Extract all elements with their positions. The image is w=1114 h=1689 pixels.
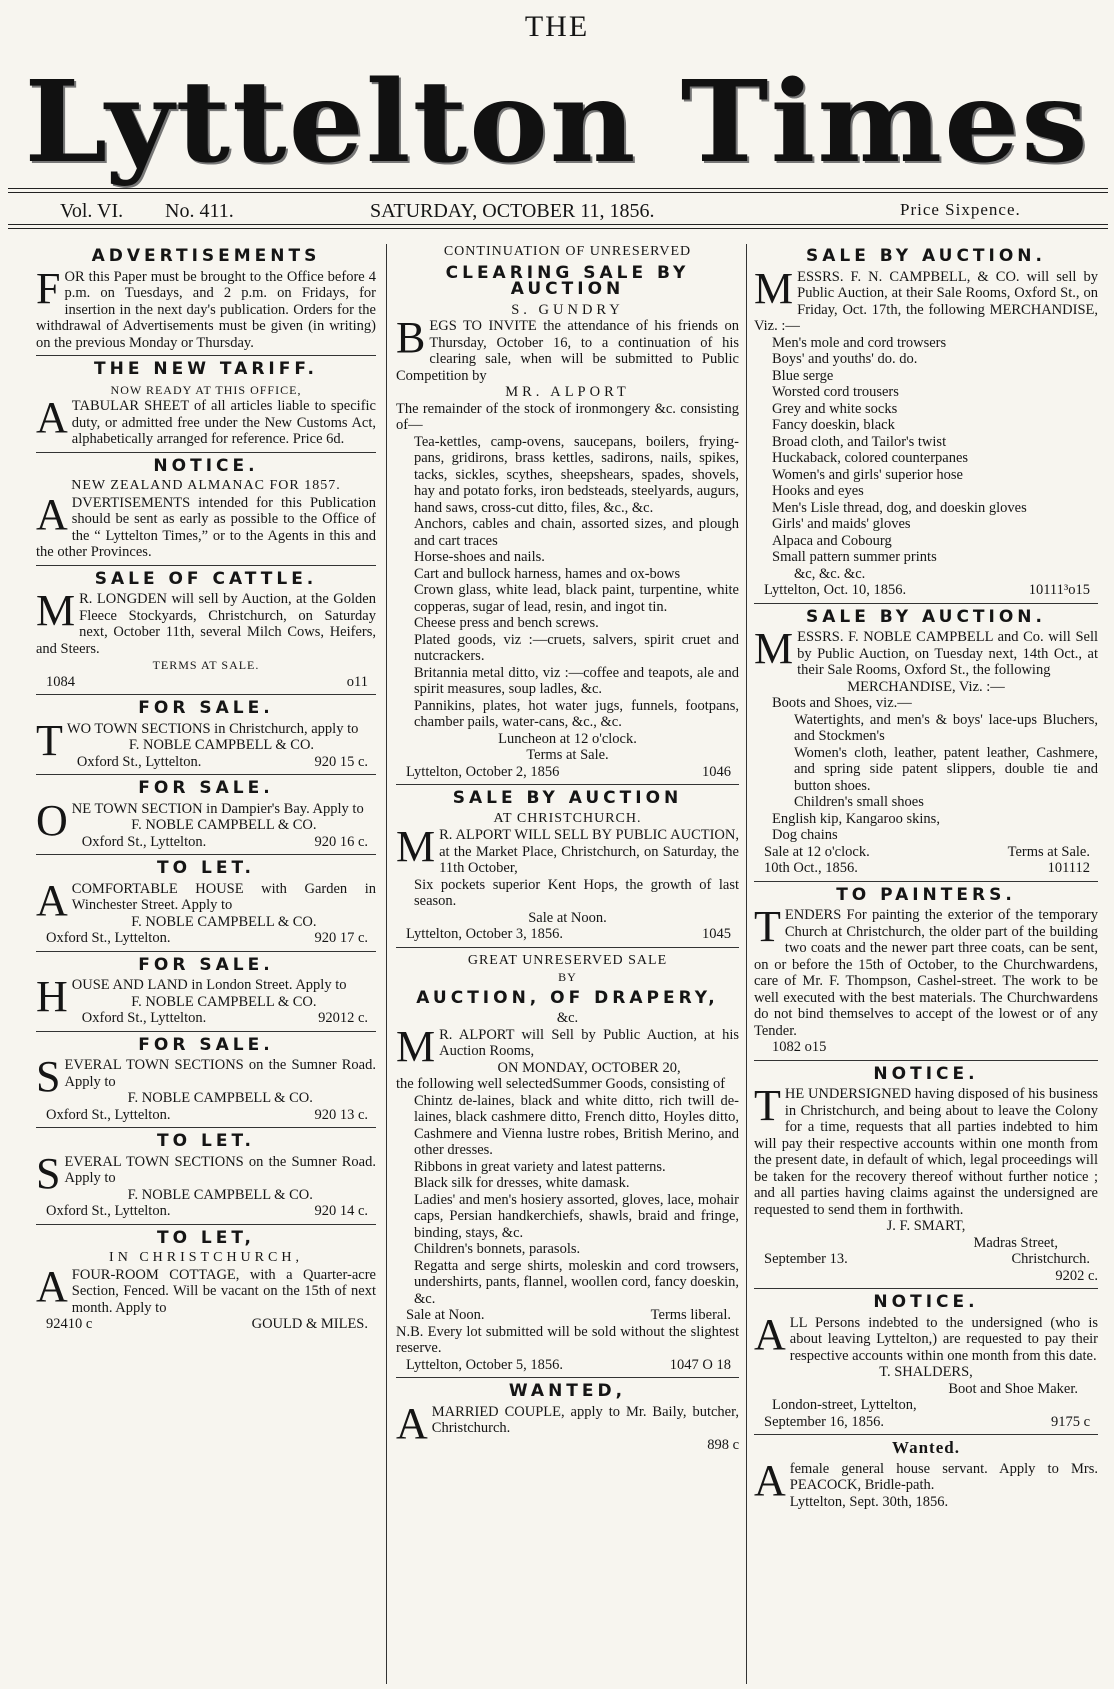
ad-ref: 1046: [702, 763, 731, 780]
ad-to-painters: [754, 884, 1098, 1061]
ad-ref: 920 13 c.: [314, 1106, 368, 1123]
list-item: Broad cloth, and Tailor's twist: [772, 433, 947, 450]
ad-ref: 920 17 c.: [314, 930, 368, 946]
drop-cap: M: [754, 624, 794, 673]
ad-auctioneer: MR. ALPORT: [505, 384, 630, 400]
drop-cap: A: [36, 393, 68, 442]
list-item: Worsted cord trousers: [772, 384, 899, 400]
list-item: Regatta and serge shirts, moleskin and cord trowsers, undershirts, pants, flannel, woollen cord, fancy doeskin, &c.: [414, 1257, 739, 1307]
drop-cap: M: [754, 263, 794, 313]
ad-ref: 920 14 c.: [314, 1203, 368, 1219]
ad-ref: 92410 c: [46, 1316, 93, 1332]
ad-ref: 92012 c.: [318, 1010, 368, 1026]
column-1: [36, 244, 376, 1684]
ad-drapery-sale: [396, 953, 739, 1379]
ad-text: R. ALPORT WILL SELL BY PUBLIC AUCTION, at the Market Place, Christchurch, on Saturday, the 11th October,: [439, 827, 739, 876]
list-item: Britannia metal ditto, viz :—coffee and teapots, ale and spirit measures, soup ladles, &c.: [414, 664, 739, 697]
drop-cap: T: [754, 1081, 781, 1130]
ad-title: NOTICE.: [873, 1292, 979, 1312]
drop-cap: S: [36, 1052, 61, 1101]
ad-ref: 898 c: [707, 1436, 739, 1453]
ad-notice-shalders: [754, 1294, 1098, 1435]
list-item: Fancy doeskin, black: [772, 417, 895, 433]
ad-text: TABULAR SHEET of all articles liable to specific duty, or admitted free under the New Customs Act, alphabetically arranged for reference. Price 6d.: [71, 398, 376, 447]
column-divider-2: [746, 244, 747, 1684]
list-item: Tea-kettles, camp-ovens, saucepans, boilers, frying-pans, gridirons, brass kettles, sadirons, nails, spikes, tacks, sickles, scythes, sheepshears, spades, shovels, hay and potato forks, iron bedsteads, steelyards, augurs, hand saws, cross-cut ditto, files, &c., &c.: [414, 433, 739, 516]
list-item: Children's bonnets, parasols.: [414, 1241, 581, 1257]
ad-terms: Terms at Sale.: [526, 747, 609, 763]
masthead-the: THE: [524, 10, 590, 43]
ad-city: Christchurch.: [1011, 1251, 1090, 1267]
masthead-title: Lyttelton Times: [24, 55, 1090, 188]
ad-address: London-street, Lyttelton,: [772, 1397, 917, 1413]
drop-cap: S: [36, 1148, 61, 1198]
ad-terms: TERMS AT SALE.: [152, 658, 260, 672]
ad-item: Six pockets superior Kent Hops, the growth of last season.: [414, 876, 739, 909]
ad-title: ADVERTISEMENTS: [91, 246, 321, 266]
ad-sale-time: Sale at 12 o'clock.: [764, 843, 870, 860]
ad-title: TO LET.: [157, 858, 255, 878]
list-item: Cart and bullock harness, hames and ox-bows: [414, 565, 681, 582]
ad-subtitle: NOW READY AT THIS OFFICE,: [110, 382, 302, 397]
ad-etc: &c.: [556, 1010, 579, 1026]
ad-title: TO LET.: [157, 1131, 255, 1151]
drop-cap: B: [396, 313, 426, 362]
ad-ref: 1045: [702, 926, 731, 942]
ad-signature: J. F. SMART,: [886, 1218, 966, 1234]
list-item: Cheese press and bench screws.: [414, 615, 599, 631]
list-item: Boys' and youths' do. do.: [772, 351, 918, 367]
column-2: [396, 244, 739, 1684]
ad-category: Boots and Shoes, viz.—: [772, 695, 912, 711]
drop-cap: A: [754, 1309, 786, 1359]
ad-ref: 9175 c: [1050, 1413, 1090, 1430]
ad-title: TO LET,: [156, 1227, 256, 1248]
ad-title: FOR SALE.: [138, 698, 274, 718]
issue-date: SATURDAY, OCTOBER 11, 1856.: [370, 200, 655, 222]
column-divider-1: [386, 244, 387, 1684]
list-item: Small pattern summer prints: [772, 549, 937, 565]
ad-to-let-2: [36, 1133, 376, 1225]
ad-nb: N.B. Every lot submitted will be sold without the slightest reserve.: [396, 1323, 739, 1356]
ad-address: Oxford St., Lyttelton.: [46, 1106, 171, 1123]
ad-text: COMFORTABLE HOUSE with Garden in Winchester Street. Apply to: [71, 880, 376, 913]
ad-clearing-sale: [396, 244, 739, 785]
ad-title: SALE BY AUCTION.: [806, 246, 1046, 266]
column-3: [754, 244, 1098, 1684]
list-item: Black silk for dresses, white damask.: [414, 1175, 630, 1191]
ad-address: Oxford St., Lyttelton.: [46, 1203, 171, 1219]
drop-cap: T: [36, 715, 63, 765]
ad-ref: 1047 O 18: [669, 1356, 731, 1373]
list-item: Men's Lisle thread, dog, and doeskin gloves: [772, 499, 1027, 516]
ad-title: Wanted.: [892, 1438, 960, 1457]
drop-cap: O: [36, 795, 68, 845]
ad-terms: Terms at Sale.: [1007, 843, 1090, 860]
list-item: Women's cloth, leather, patent leather, Cashmere, and spring side patent slippers, double tie and button shoes.: [794, 744, 1098, 794]
ad-sale-christchurch: [396, 790, 739, 948]
ad-name: S. GUNDRY: [511, 301, 624, 318]
masthead-rule-top-2: [8, 192, 1108, 193]
dateline: [30, 200, 1080, 230]
ad-address: Oxford St., Lyttelton.: [81, 833, 207, 850]
ad-title: SALE OF CATTLE.: [94, 568, 318, 589]
drop-cap: F: [36, 263, 61, 313]
ad-title: SALE BY AUCTION: [452, 788, 683, 808]
ad-text: EVERAL TOWN SECTIONS on the Sumner Road. Apply to: [64, 1153, 376, 1186]
ad-pretitle: GREAT UNRESERVED SALE: [467, 952, 668, 968]
list-item: Men's mole and cord trowsers: [772, 334, 947, 351]
drop-cap: T: [754, 902, 781, 951]
ad-text: OUSE AND LAND in London Street. Apply to: [71, 977, 347, 993]
ad-sale-time: Sale at Noon.: [406, 1307, 485, 1323]
ad-title: NOTICE.: [153, 455, 259, 476]
list-item: Plated goods, viz :—cruets, salvers, spirit cruet and nutcrackers.: [414, 631, 739, 664]
ad-text: FOUR-ROOM COTTAGE, with a Quarter-acre Section, Fenced. Will be vacant on the 15th of next month. Apply to: [71, 1266, 376, 1316]
list-item: Hooks and eyes: [772, 483, 864, 499]
ad-title: NOTICE.: [873, 1063, 979, 1084]
ad-place-date: Lyttelton, Sept. 30th, 1856.: [789, 1493, 949, 1510]
drop-cap: A: [36, 1261, 68, 1311]
ad-place-date: Lyttelton, Oct. 10, 1856.: [764, 582, 907, 598]
ad-place-date: Lyttelton, October 3, 1856.: [406, 926, 564, 942]
ad-signature: T. SHALDERS,: [879, 1364, 973, 1380]
ad-subtitle: NEW ZEALAND ALMANAC FOR 1857.: [71, 478, 341, 493]
masthead-rule-top: [8, 188, 1108, 189]
drop-cap: M: [36, 586, 76, 635]
ad-text: MARRIED COUPLE, apply to Mr. Baily, butcher, Christchurch.: [431, 1403, 739, 1436]
ad-sale-of-cattle: [36, 568, 376, 696]
list-item: Grey and white socks: [772, 400, 898, 417]
ad-wanted-servant: [754, 1440, 1098, 1514]
ad-advertisements: [36, 248, 376, 356]
drop-cap: M: [396, 1021, 436, 1071]
ad-text: EVERAL TOWN SECTIONS on the Sumner Road. Apply to: [64, 1057, 376, 1090]
ad-place-date: 10th Oct., 1856.: [764, 860, 858, 876]
ad-ref: 9202 c.: [1055, 1267, 1098, 1284]
ad-agent: GOULD & MILES.: [251, 1316, 368, 1332]
ad-ref: 1082 o15: [772, 1039, 827, 1055]
ad-address: Oxford St., Lyttelton.: [76, 753, 202, 770]
ad-place-date: Lyttelton, October 5, 1856.: [406, 1356, 564, 1373]
ad-ref: 920 15 c.: [314, 753, 368, 770]
ad-merchandise: MERCHANDISE, Viz. :—: [847, 678, 1005, 695]
issue-price: Price Sixpence.: [900, 200, 1021, 219]
ad-text: WO TOWN SECTIONS in Christchurch, apply to: [66, 720, 359, 737]
list-item: Ladies' and men's hosiery assorted, gloves, lace, mohair caps, Persian handkerchiefs, shawls, braid and fringe, binding, stays, &c.: [414, 1191, 739, 1241]
list-item: Watertights, and men's & boys' lace-ups Bluchers, and Stockmen's: [794, 711, 1098, 744]
ad-subtitle: IN CHRISTCHURCH,: [109, 1250, 303, 1265]
ad-to-let-cottage: [36, 1227, 376, 1337]
list-item: Women's and girls' superior hose: [772, 466, 963, 483]
ad-date: ON MONDAY, OCTOBER 20,: [497, 1059, 681, 1076]
issue-number: No. 411.: [165, 200, 234, 222]
list-item: Crown glass, white lead, black paint, turpentine, white copperas, sugar of lead, resin, and ingot tin.: [414, 582, 739, 615]
list-item: Alpaca and Cobourg: [772, 532, 892, 549]
drop-cap: A: [754, 1455, 786, 1505]
ad-subtitle: AT CHRISTCHURCH.: [493, 810, 642, 826]
ad-title: THE NEW TARIFF.: [94, 359, 318, 379]
dateline-rule-2: [8, 228, 1108, 229]
ad-intro: the following well selectedSummer Goods, consisting of: [396, 1076, 726, 1092]
ad-agent: F. NOBLE CAMPBELL & CO.: [127, 1090, 313, 1106]
ad-text: ENDERS For painting the exterior of the temporary Church at Christchurch, the older part of the building two coats and the newer part three coats, can be sent, on or before the 15th of October, to the Churchwardens, care of Mr. F. Thompson, Cashel-street. The work to be well executed with the best materials. The Churchwardens do not bind themselves to accept of the lowest or of any Tender.: [754, 907, 1098, 1039]
ad-date: September 16, 1856.: [764, 1413, 885, 1430]
ad-title: AUCTION, OF DRAPERY,: [416, 987, 719, 1008]
drop-cap: H: [36, 972, 68, 1021]
ad-for-sale-1: [36, 700, 376, 775]
ad-luncheon: Luncheon at 12 o'clock.: [498, 730, 637, 747]
ad-agent: F. NOBLE CAMPBELL & CO.: [127, 1186, 313, 1203]
ad-address: Oxford St., Lyttelton.: [81, 1010, 207, 1026]
drop-cap: A: [396, 1398, 428, 1448]
ad-sale-time: Sale at Noon.: [528, 909, 607, 926]
list-item: Children's small shoes: [794, 794, 924, 810]
list-item: Pannikins, plates, hot water jugs, funnels, footpans, chamber pails, water-cans, &c., &c.: [414, 697, 739, 730]
dateline-rule: [8, 224, 1108, 225]
ad-for-sale-3: [36, 954, 376, 1032]
list-item: Anchors, cables and chain, assorted sizes, and plough and cart traces: [414, 516, 739, 549]
list-item: Dog chains: [772, 827, 838, 843]
ad-text: ESSRS. F. NOBLE CAMPBELL and Co. will Sell by Public Auction, on Tuesday next, 14th Oct., at their Sale Rooms, Oxford St., the following: [797, 629, 1098, 678]
ad-text: EGS TO INVITE the attendance of his friends on Thursday, October 16, to a continuation of his clearing sale, when will be submitted to Public Competition by: [396, 318, 739, 384]
ad-ref: 10111³o15: [1028, 582, 1090, 598]
ad-agent: F. NOBLE CAMPBELL & CO.: [128, 737, 315, 753]
list-item: Blue serge: [772, 367, 834, 384]
drop-cap: A: [36, 875, 68, 925]
ad-text: R. LONGDEN will sell by Auction, at the Golden Fleece Stockyards, Christchurch, on Saturday next, October 11th, several Milch Cows, Heifers, and Steers.: [36, 591, 376, 657]
ad-title: CLEARING SALE BY AUCTION: [445, 262, 690, 299]
ad-campbell-auction: [754, 248, 1098, 604]
ad-agent: F. NOBLE CAMPBELL & CO.: [131, 913, 317, 930]
list-item: Huckaback, colored counterpanes: [772, 450, 969, 466]
ad-for-sale-2: [36, 780, 376, 855]
ad-street: Madras Street,: [973, 1234, 1058, 1251]
ad-ref: 101112: [1047, 860, 1090, 876]
ad-text: ESSRS. F. N. CAMPBELL, & CO. will sell by Public Auction, at their Sale Rooms, Oxford St., on Friday, Oct. 17th, the following MERCHANDISE, Viz. :—: [754, 268, 1098, 334]
ad-text: HE UNDERSIGNED having disposed of his business in Christchurch, and being about to leave the Colony for a time, requests that all parties indebted to him will pay their respective accounts within one month from the present date, in default of which, legal proceedings will be taken for the recovery thereof without further notice ; and all parties having claims against the undersigned are requested to send them in forthwith.: [754, 1086, 1098, 1218]
drop-cap: M: [396, 822, 436, 871]
ad-title: SALE BY AUCTION.: [806, 606, 1046, 627]
ad-text: NE TOWN SECTION in Dampier's Bay. Apply to: [71, 800, 364, 817]
ad-ref: 920 16 c.: [314, 833, 368, 850]
ad-text: OR this Paper must be brought to the Office before 4 p.m. on Tuesdays, and 2 p.m. on Fridays, for insertion in the next day's publication. Orders for the withdrawal of Advertisements must be given (in writing) on the previous Monday or Thursday.: [36, 268, 376, 351]
volume-number: Vol. VI.: [60, 200, 124, 222]
ad-by: BY: [558, 970, 577, 984]
ad-boots-shoes-auction: [754, 606, 1098, 882]
ad-wanted-couple: [396, 1383, 739, 1457]
ad-title: FOR SALE.: [138, 778, 274, 798]
ad-agent: F. NOBLE CAMPBELL & CO.: [131, 993, 317, 1010]
ad-intro: The remainder of the stock of ironmongery &c. consisting of—: [396, 400, 739, 433]
ad-text: R. ALPORT will Sell by Public Auction, at his Auction Rooms,: [439, 1026, 739, 1059]
ad-title: FOR SALE.: [138, 954, 274, 975]
ad-ref-2: o11: [346, 673, 368, 690]
ad-title: TO PAINTERS.: [836, 884, 1016, 905]
list-item: English kip, Kangaroo skins,: [772, 810, 940, 827]
ad-date: September 13.: [764, 1251, 848, 1267]
ad-notice-smart: [754, 1063, 1098, 1290]
ad-new-tariff: [36, 361, 376, 453]
ad-terms: Terms liberal.: [650, 1307, 731, 1323]
ad-address: Oxford St., Lyttelton.: [46, 930, 171, 946]
list-item: Girls' and maids' gloves: [772, 516, 911, 532]
ad-to-let-1: [36, 860, 376, 952]
ad-ref: 1084: [46, 673, 75, 690]
ad-text: LL Persons indebted to the undersigned (who is about leaving Lyttelton,) are requested to pay their respective accounts within one month from this date.: [789, 1314, 1098, 1364]
ad-notice-almanac: [36, 455, 376, 566]
ad-pretitle: CONTINUATION OF UNRESERVED: [443, 244, 692, 259]
ad-text: female general house servant. Apply to Mrs. PEACOCK, Bridle-path.: [789, 1460, 1098, 1493]
ad-agent: F. NOBLE CAMPBELL & CO.: [131, 817, 317, 833]
ad-etc: &c, &c. &c.: [794, 565, 866, 582]
ad-for-sale-4: [36, 1034, 376, 1129]
ad-text: DVERTISEMENTS intended for this Publication should be sent as early as possible to the Office of the “ Lyttelton Times,” or to the Agents in this and the other Provinces.: [36, 494, 376, 560]
ad-place-date: Lyttelton, October 2, 1856: [406, 763, 560, 780]
ad-title: WANTED,: [508, 1381, 627, 1401]
list-item: Horse-shoes and nails.: [414, 549, 545, 565]
list-item: Chintz de-laines, black and white ditto, rich twill de-laines, black cashmere ditto, French ditto, Hoyles ditto, Cashmere and Vienna lustre robes, British Merino, and other dresses.: [414, 1092, 739, 1158]
list-item: Ribbons in great variety and latest patterns.: [414, 1158, 666, 1175]
drop-cap: A: [36, 489, 68, 539]
ad-title: FOR SALE.: [138, 1034, 274, 1055]
ad-trade: Boot and Shoe Maker.: [948, 1380, 1078, 1397]
